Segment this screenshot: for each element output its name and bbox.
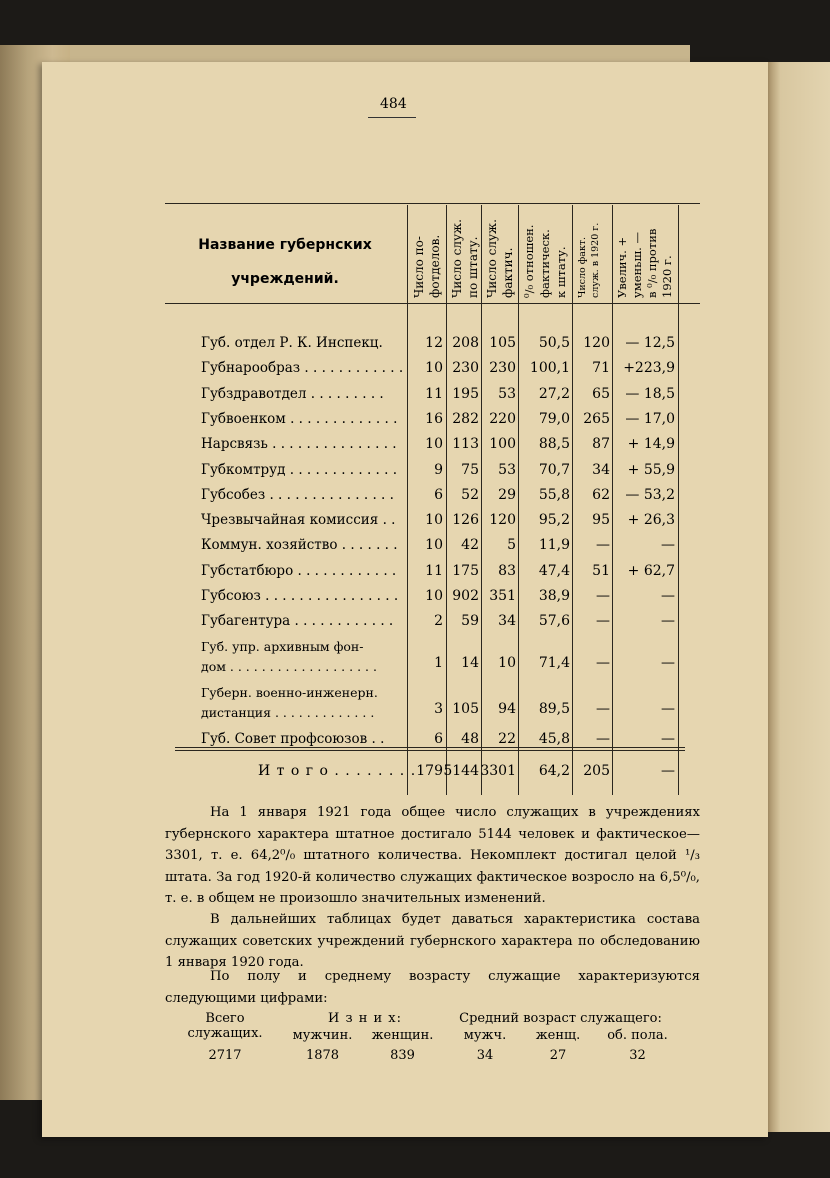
row-cell-col1: 6 — [434, 486, 443, 503]
row-cell-col2: 59 — [461, 613, 479, 630]
col-divider-6 — [612, 205, 613, 795]
col-header-4-line-3: к штату. — [554, 246, 568, 298]
page-number-rule — [368, 117, 416, 118]
row-cell-col4: 38,9 — [538, 588, 570, 604]
row-cell-col4: 27,2 — [538, 385, 570, 402]
row-cell-col6: — — [661, 537, 675, 554]
col-header-6-line-1: Увелич. + — [615, 236, 629, 298]
col-header-3 — [484, 208, 518, 298]
row-cell-col4: 95,2 — [538, 512, 570, 529]
paragraph-1: На 1 января 1921 года общее число служащих в учреждениях губернского характера штатное достигало 5144 человек и фактическое—3301, т. е. 64,2⁰/₀ штатного количества. Некомплект достигал целой ¹/₃ штата. За год 1920-й количество служащих фактическое возросло на 6,5⁰/₀, т. е. в общем не произошло значительных изменений. — [165, 805, 700, 906]
row-cell-col6: — 17,0 — [625, 410, 675, 427]
total-cell-col1: 179 — [416, 763, 443, 779]
row-name: Губ. Совет профсоюзов . . — [201, 730, 385, 747]
men-label: мужчин. — [292, 1028, 353, 1043]
women-label: женщин. — [371, 1028, 434, 1043]
row-cell-col4: 70,7 — [538, 461, 570, 478]
men-value: 1878 — [305, 1048, 340, 1063]
row-cell-col4: 11,9 — [538, 537, 570, 554]
row-cell-col3: 230 — [489, 360, 516, 377]
row-cell-col4: 71,4 — [538, 654, 570, 671]
row-cell-col3: 34 — [498, 613, 516, 630]
row-cell-col6: — — [661, 700, 675, 717]
row-cell-col2: 230 — [452, 360, 479, 377]
row-cell-col1: 1 — [434, 654, 443, 671]
row-cell-col2: 105 — [452, 700, 479, 717]
row-cell-col2: 52 — [461, 486, 479, 503]
table-name-header — [165, 228, 405, 296]
row-cell-col6: — 53,2 — [625, 486, 675, 503]
row-cell-col5: — — [596, 730, 610, 747]
row-cell-col1: 3 — [434, 700, 443, 717]
row-name: Губздравотдел . . . . . . . . . — [201, 385, 384, 402]
total-value: 2717 — [208, 1048, 242, 1063]
row-cell-col1: 10 — [425, 360, 443, 377]
col-divider-7 — [678, 205, 679, 795]
row-cell-col2: 113 — [452, 436, 479, 453]
row-cell-col2: 195 — [452, 385, 479, 402]
row-name: Нарсвязь . . . . . . . . . . . . . . . — [201, 436, 397, 453]
col-header-3-line-1: Число служ. — [485, 219, 499, 298]
col-header-1-line-1: Число по- — [412, 236, 426, 298]
col-header-2-line-2: по штату. — [466, 236, 480, 298]
row-cell-col6: + 62,7 — [627, 562, 675, 579]
row-cell-col5: 265 — [583, 410, 610, 427]
row-cell-col5: 120 — [583, 335, 610, 351]
col-header-6-line-4: 1920 г. — [660, 255, 674, 298]
avg-women-label: женщ. — [535, 1028, 581, 1043]
row-cell-col3: 220 — [489, 410, 516, 427]
total-cell-col3: 3301 — [480, 763, 516, 779]
row-cell-col5: 51 — [592, 562, 610, 579]
row-name-continued: дом . . . . . . . . . . . . . . . . . . . — [201, 658, 377, 674]
page-number: 484 — [380, 96, 407, 112]
row-cell-col5: 71 — [592, 360, 610, 377]
row-name: Коммун. хозяйство . . . . . . . — [201, 537, 398, 554]
col-header-2 — [449, 208, 481, 298]
row-cell-col6: + 14,9 — [627, 436, 675, 453]
row-cell-col4: 57,6 — [538, 613, 570, 630]
row-name: Губсобез . . . . . . . . . . . . . . . — [201, 486, 394, 503]
row-cell-col1: 11 — [425, 562, 443, 579]
row-name: Губсоюз . . . . . . . . . . . . . . . . — [201, 588, 399, 604]
row-name: Губагентура . . . . . . . . . . . . — [201, 613, 394, 630]
row-name: Губстатбюро . . . . . . . . . . . . — [201, 562, 397, 579]
total-cell-col6: — — [661, 763, 675, 779]
row-cell-col5: 87 — [592, 436, 610, 453]
row-cell-col6: — — [661, 654, 675, 671]
avg-age-label: Средний возраст служащего: — [459, 1011, 662, 1026]
row-cell-col1: 11 — [425, 385, 443, 402]
col-header-4-line-1: ⁰/₀ отношен. — [522, 224, 536, 298]
row-name: Чрезвычайная комиссия . . — [201, 512, 396, 529]
row-cell-col3: 10 — [498, 654, 516, 671]
row-cell-col2: 208 — [452, 335, 479, 351]
col-header-4 — [521, 208, 571, 298]
row-cell-col4: 45,8 — [538, 730, 570, 747]
row-cell-col5: — — [596, 654, 610, 671]
row-cell-col1: 10 — [425, 537, 443, 554]
total-label-cell: И т о г о . . . . . . . . — [258, 763, 417, 779]
of-them-label: И з н и х: — [328, 1011, 402, 1026]
age-both-value: 32 — [629, 1048, 646, 1063]
paragraph-3: По полу и среднему возрасту служащие характеризуются следующими цифрами: — [165, 969, 700, 1006]
row-cell-col2: 282 — [452, 410, 479, 427]
total-cell-col5: 205 — [583, 763, 610, 779]
row-cell-col2: 42 — [461, 537, 479, 554]
row-cell-col1: 9 — [434, 461, 443, 478]
total-label — [185, 1011, 265, 1041]
avg-both-label: об. пола. — [607, 1028, 668, 1043]
row-cell-col5: 34 — [592, 461, 610, 478]
row-name: Губвоенком . . . . . . . . . . . . . — [201, 410, 398, 427]
row-cell-col4: 47,4 — [538, 562, 570, 579]
row-cell-col5: — — [596, 700, 610, 717]
header-line-2: учреждений. — [231, 271, 339, 287]
table-top-rule — [165, 203, 700, 204]
row-cell-col3: 5 — [507, 537, 516, 554]
row-cell-col6: — 18,5 — [625, 385, 675, 402]
row-cell-col1: 2 — [434, 613, 443, 630]
facing-page — [768, 62, 830, 1132]
col-header-5-line-1: Число факт. — [577, 236, 588, 298]
row-cell-col6: — — [661, 588, 675, 604]
row-cell-col4: 55,8 — [538, 486, 570, 503]
row-cell-col1: 10 — [425, 436, 443, 453]
row-cell-col2: 75 — [461, 461, 479, 478]
row-cell-col4: 89,5 — [538, 700, 570, 717]
row-cell-col2: 175 — [452, 562, 479, 579]
row-cell-col4: 100,1 — [529, 360, 570, 377]
row-cell-col1: 12 — [425, 335, 443, 351]
total-rule — [175, 747, 685, 748]
row-cell-col2: 14 — [461, 654, 479, 671]
row-cell-col6: + 55,9 — [627, 461, 675, 478]
col-header-1-line-2: фотделов. — [428, 234, 442, 298]
row-cell-col5: 65 — [592, 385, 610, 402]
col-header-6-line-3: в ⁰/₀ против — [645, 228, 659, 298]
women-value: 839 — [390, 1048, 415, 1063]
row-cell-col1: 10 — [425, 588, 443, 604]
row-cell-col6: — 12,5 — [625, 335, 675, 351]
row-cell-col4: 79,0 — [538, 410, 570, 427]
row-cell-col3: 53 — [498, 461, 516, 478]
total-cell-col4: 64,2 — [538, 763, 570, 779]
col-header-5-line-2: служ. в 1920 г. — [590, 222, 601, 298]
col-header-3-line-2: фактич. — [501, 247, 515, 298]
row-cell-col3: 100 — [489, 436, 516, 453]
row-cell-col4: 50,5 — [538, 335, 570, 351]
row-cell-col6: + 26,3 — [627, 512, 675, 529]
row-cell-col3: 53 — [498, 385, 516, 402]
paragraph-2: В дальнейших таблицах будет даваться характеристика состава служащих советских учреждений губернского характера по обследованию 1 января 1920 года. — [165, 912, 700, 970]
col-header-1 — [411, 208, 445, 298]
age-women-value: 27 — [549, 1048, 567, 1063]
row-cell-col3: 94 — [498, 700, 516, 717]
total-label-line1: Всего — [205, 1011, 245, 1026]
total-label-line2: служащих. — [187, 1026, 263, 1041]
row-cell-col5: 62 — [592, 486, 610, 503]
header-bottom-rule — [165, 303, 700, 304]
age-men-value: 34 — [476, 1048, 494, 1063]
row-cell-col3: 22 — [498, 730, 516, 747]
total-cell-col2: 5144 — [443, 763, 479, 779]
row-cell-col5: — — [596, 588, 610, 604]
row-cell-col6: — — [661, 730, 675, 747]
row-cell-col1: 6 — [434, 730, 443, 747]
col-header-6 — [615, 208, 677, 298]
row-cell-col3: 351 — [489, 588, 516, 604]
col-header-2-line-1: Число служ. — [450, 219, 464, 298]
row-cell-col3: 105 — [489, 335, 516, 351]
row-cell-col3: 83 — [498, 562, 516, 579]
row-cell-col2: 126 — [452, 512, 479, 529]
avg-men-label: мужч. — [463, 1028, 507, 1043]
row-cell-col3: 120 — [489, 512, 516, 529]
col-header-6-line-2: уменьш. — — [630, 232, 644, 298]
row-cell-col1: 10 — [425, 512, 443, 529]
header-line-1: Название губернских — [198, 237, 372, 253]
col-header-4-line-2: фактическ. — [538, 229, 552, 298]
row-cell-col5: — — [596, 613, 610, 630]
row-name: Губ. отдел Р. К. Инспекц. — [201, 335, 383, 351]
row-cell-col2: 48 — [461, 730, 479, 747]
col-header-5 — [576, 208, 610, 298]
total-rule-2 — [175, 750, 685, 751]
row-cell-col5: — — [596, 537, 610, 554]
row-name: Губкомтруд . . . . . . . . . . . . . — [201, 461, 398, 478]
row-cell-col5: 95 — [592, 512, 610, 529]
row-cell-col4: 88,5 — [538, 436, 570, 453]
row-cell-col6: +223,9 — [623, 360, 675, 377]
row-name-continued: дистанция . . . . . . . . . . . . . — [201, 704, 375, 720]
row-cell-col3: 29 — [498, 486, 516, 503]
row-cell-col6: — — [661, 613, 675, 630]
row-name: Губерн. военно-инженерн. — [201, 684, 378, 700]
row-cell-col2: 902 — [452, 588, 479, 604]
row-cell-col1: 16 — [425, 410, 443, 427]
row-name: Губнарообраз . . . . . . . . . . . . — [201, 360, 404, 377]
row-name: Губ. упр. архивным фон- — [201, 638, 364, 654]
